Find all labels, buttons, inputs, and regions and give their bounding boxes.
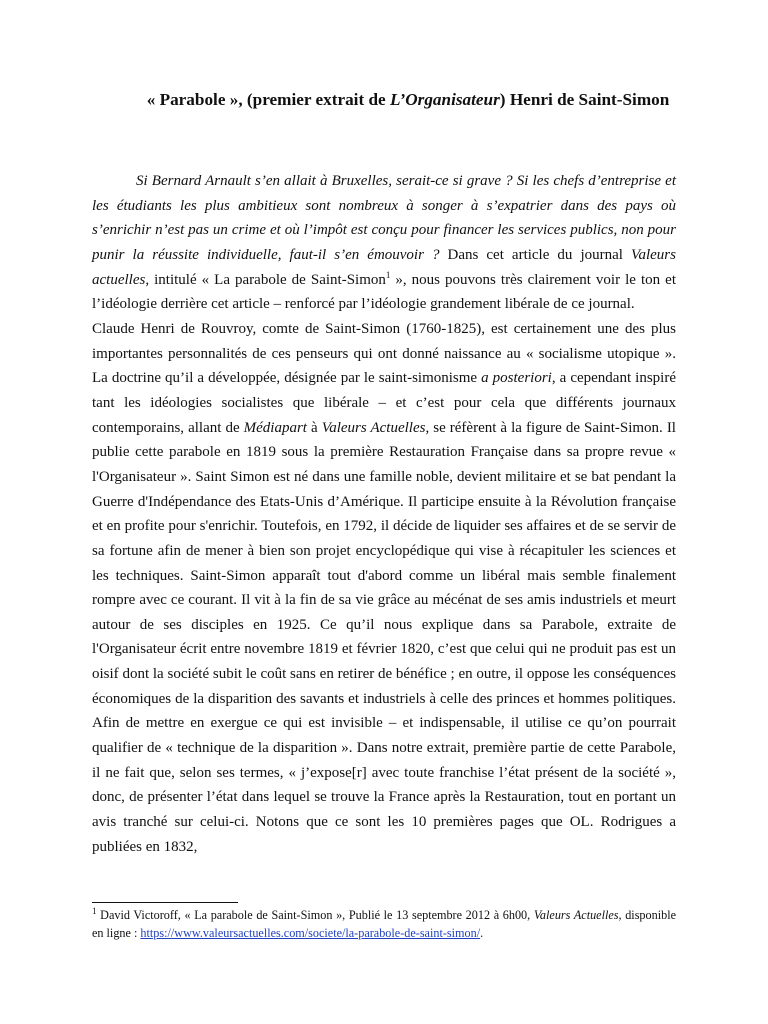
body-span: à xyxy=(306,419,322,436)
italic-term: a posteriori xyxy=(481,370,552,387)
footnote-link[interactable]: https://www.valeursactuelles.com/societe/la-parabole-de-saint-simon/ xyxy=(140,925,481,940)
footnote xyxy=(92,907,676,942)
title-author: ) Henri de Saint-Simon xyxy=(499,90,670,109)
body-span: Claude Henri de Rouvroy, comte de Saint-Simon (1760-1825), est certainement une des plus importantes personnalités de ces penseurs qui ont donné naissance au « socialisme utopique ». La doctrine qu’il a développée, désignée par le saint-simonisme xyxy=(92,320,676,387)
footnote-text: . xyxy=(480,925,484,940)
title-italic-work: L’Organisateur xyxy=(389,90,500,109)
body-text xyxy=(92,169,676,859)
footnote-journal: Valeurs Actuelles xyxy=(533,908,619,922)
footnote-reference[interactable]: 1 xyxy=(385,269,391,280)
intro-quote: Si Bernard Arnault s’en allait à Bruxelles, serait-ce si grave ? Si les chefs d’entreprise et les étudiants les plus ambitieux sont nombreux à songer à s’expatrier dans des pays où s’enrichir n’est pas un crime et où l’impôt est conçu pour financer les services publics, non pour punir la réussite individuelle, faut-il s’en émouvoir ? xyxy=(92,173,676,263)
title-text: « Parabole », (premier extrait de xyxy=(146,90,390,109)
journal-name: Valeurs actuelles xyxy=(92,246,676,288)
journal-name: Médiapart xyxy=(243,419,307,436)
paragraph-1 xyxy=(92,169,676,317)
body-span: , intitulé « La parabole de Saint-Simon xyxy=(145,271,386,288)
footnote-text: David Victoroff, « La parabole de Saint-Simon », Publié le 13 septembre 2012 à 6h00, xyxy=(96,908,534,922)
body-span: , se réfèrent à la figure de Saint-Simon. Il publie cette parabole en 1819 sous la première Restauration Française dans sa propre revue « l'Organisateur ». Saint Simon est né dans une famille noble, devient militaire et se bat pendant la Guerre d'Indépendance des Etats-Unis d’Amérique. Il participe ensuite à la Révolution française et en profite pour s'enrichir. Toutefois, en 1792, il décide de liquider ses affaires et de se servir de sa fortune afin de mener à bien son projet encyclopédique qui vise à récapituler les sciences et les techniques. Saint-Simon apparaît tout d'abord comme un libéral mais semble finalement rompre avec ce courant. Il vit à la fin de sa vie grâce au mécénat de ses amis industriels et meurt autour de ses disciples en 1925. Ce qu’il nous explique dans sa Parabole, extraite de l'Organisateur écrit entre novembre 1819 et février 1820, c’est que celui qui ne produit pas est un oisif dont la société subit le coût sans en retirer de bénéfice ; en outre, il oppose les conséquences économiques de la disparition des savants et industriels à celle des princes et hommes politiques. Afin de mettre en exergue ce qui est invisible – et indispensable, il utilise ce qu’on pourrait qualifier de « technique de la disparition ». Dans notre extrait, première partie de cette Parabole, il ne fait que, selon ses termes, « j’expose[r] avec toute franchise l’état présent de la société », donc, de présenter l’état dans lequel se trouve la France après la Restauration, tout en portant un avis tranché sur celui-ci. Notons que ce sont les 10 premières pages que OL. Rodrigues a publiées en 1832, xyxy=(92,419,676,855)
body-span: », nous pouvons très clairement voir le ton et l’idéologie derrière cet article – renforcé par l’idéologie grandement libérale de ce journal. xyxy=(92,271,676,313)
paragraph-2 xyxy=(92,317,676,859)
footnote-text: , disponible en ligne : xyxy=(92,908,676,940)
body-span: Dans cet article du journal xyxy=(439,246,631,263)
footnote-divider xyxy=(92,902,238,903)
journal-name: Valeurs Actuelles xyxy=(321,419,426,436)
footnote-number: 1 xyxy=(92,905,97,916)
document-title xyxy=(120,84,696,116)
body-span: , a cependant inspiré tant les idéologies socialistes que libérale – et c’est pour cela que différents journaux contemporains, allant de xyxy=(92,370,676,436)
